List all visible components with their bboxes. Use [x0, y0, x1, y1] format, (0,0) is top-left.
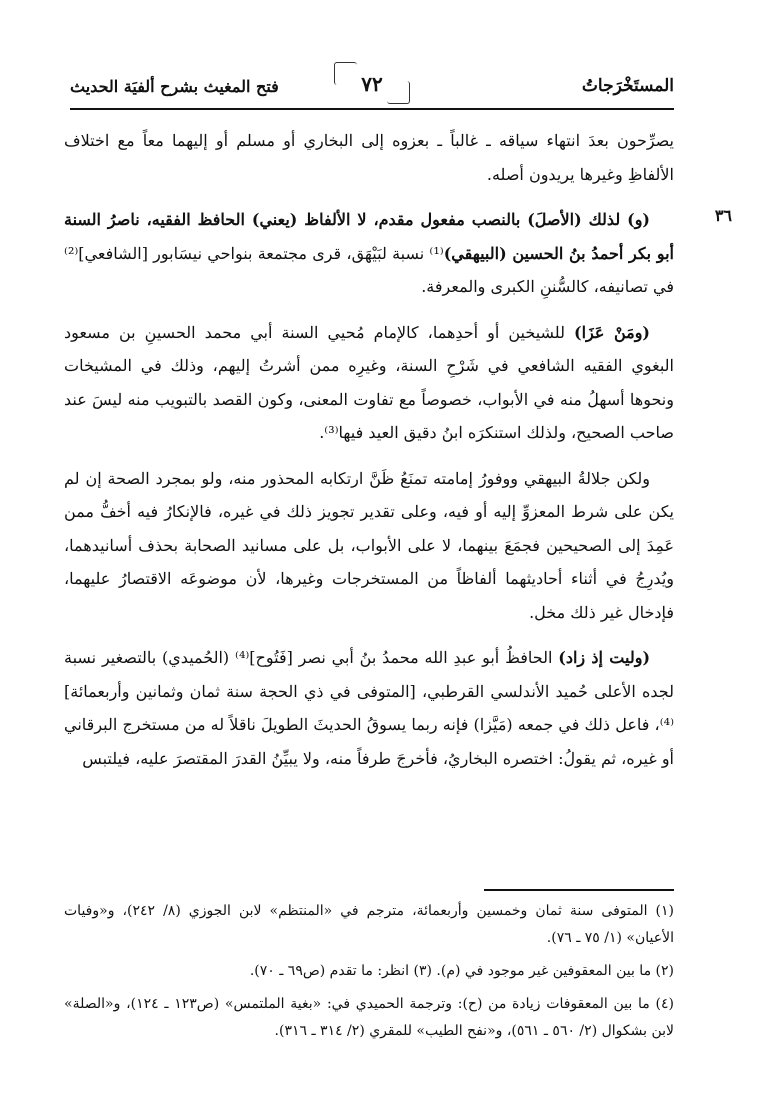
paragraph-text: الحافظُ أبو عبدِ الله محمدُ بنُ أبي نصر [فَتُوح]⁽⁴⁾ (الحُميدي) بالتصغير نسبة لجده الأعلى حُميد الأندلسي القرطبي، [المتوفى في ذي الحجة سنة ثمان وثمانين وأربعمائة]⁽⁴⁾، فاعل ذلك في جمعه (مَيَّزا) فإنه ربما يسوقُ الحديثَ الطويلَ ناقلاً له من مستخرج البرقاني أو غيره، ثم يقولُ: اختصره البخاريُ، فأخرجَ طرفاً منه، ولا يبيِّنُ القدرَ المقتصرَ عليه، فيلتبس [64, 648, 675, 768]
ornament-corner-icon [334, 62, 357, 85]
page-number-ornament [330, 64, 414, 104]
paragraph-text: ولكن جلالةُ البيهقي ووفورُ إمامته تمنَعُ ظَنَّ ارتكابه المحذور منه، ولو بمجرد الصحة إن لم يكن على شرط المعزوِّ إليه أو فيه، وعلى تقدير تجويز ذلك في غيره، فالإنكارُ فيه أخفُّ ممن عَمِدَ إلى الصحيحين فجمَعَ بينهما، لا على الأبواب، بل على مسانيد الصحابة بحذف أسانيدهما، ويُدرِجُ في أثناء أحاديثهما ألفاظاً من المستخرجات وغيرها، لأن موضوعَه الاقتصارُ عليهما، فإدخال غير ذلك مخل. [64, 468, 674, 622]
footnote-divider [484, 889, 674, 891]
page-number: ٧٢ [361, 72, 383, 96]
paragraph [64, 316, 674, 450]
footnote: (٢) ما بين المعقوفين غير موجود في (م). (٣) انظر: ما تقدم (ص٦٩ ـ ٧٠). [249, 963, 674, 979]
margin-verse-number: ٣٦ [714, 206, 732, 225]
paragraph-text: للشيخين أو أحدِهما، كالإمام مُحيي السنة أبي محمد الحسينِ بن مسعود البغوي الفقيه الشافعي في شَرْحِ السنة، وغيرِه ممن أشرتُ إليهم، وذلك في المشيخات ونحوها أسهلُ منه في الأبواب، خصوصاً مع تفاوت المعنى، وكون القصد بالتبويب منه ليسَ عند صاحب الصحيح، ولذلك استنكرَه ابنُ دقيق العيد فيها⁽³⁾. [64, 322, 674, 442]
section-title: المستَخْرَجاتُ [581, 76, 674, 96]
main-text [64, 124, 674, 775]
running-header [70, 64, 674, 110]
paragraph [64, 641, 674, 775]
paragraph-lead: (و) لذلك (الأصلَ) بالنصب مفعول مقدم، لا الألفاظ (يعني) الحافظ الفقيه، ناصرُ السنة أبو بكر أحمدُ بنُ الحسين (البيهقي) [64, 210, 675, 263]
footnote: (١) المتوفى سنة ثمان وخمسين وأربعمائة، مترجم في «المنتظم» لابن الجوزي (٨/ ٢٤٢)، و«وفيات الأعيان» (١/ ٧٥ ـ ٧٦). [64, 903, 674, 946]
footnotes [64, 898, 674, 1045]
paragraph [64, 203, 674, 304]
paragraph [64, 124, 674, 191]
paragraph-lead: (وليت إذ زاد) [558, 648, 651, 667]
paragraph-text: ⁽¹⁾ نسبة لبَيْهَق، قرى مجتمعة بنواحي نيسَابور [الشافعي]⁽²⁾ في تصانيفه، كالسُّننِ الكبرى والمعرفة. [64, 243, 674, 296]
footnote: (٤) ما بين المعقوفات زيادة من (ح): وترجمة الحميدي في: «بغية الملتمس» (ص١٢٣ ـ ١٢٤)، و«الصلة» لابن بشكوال (٢/ ٥٦٠ ـ ٥٦١)، و«نفح الطيب» للمقري (٢/ ٣١٤ ـ ٣١٦). [64, 996, 674, 1039]
paragraph-lead: (ومَنْ عَزَا) [574, 322, 650, 342]
paragraph [64, 462, 674, 630]
ornament-corner-icon [387, 81, 410, 104]
paragraph-text: يصرِّحون بعدَ انتهاء سياقه ـ غالباً ـ بعزوه إلى البخاري أو مسلم أو إليهما معاً مع اختلاف الألفاظِ وغيرها يريدون أصله. [64, 131, 674, 184]
book-title: فتح المغيث بشرح ألفيَة الحديث [70, 76, 279, 96]
